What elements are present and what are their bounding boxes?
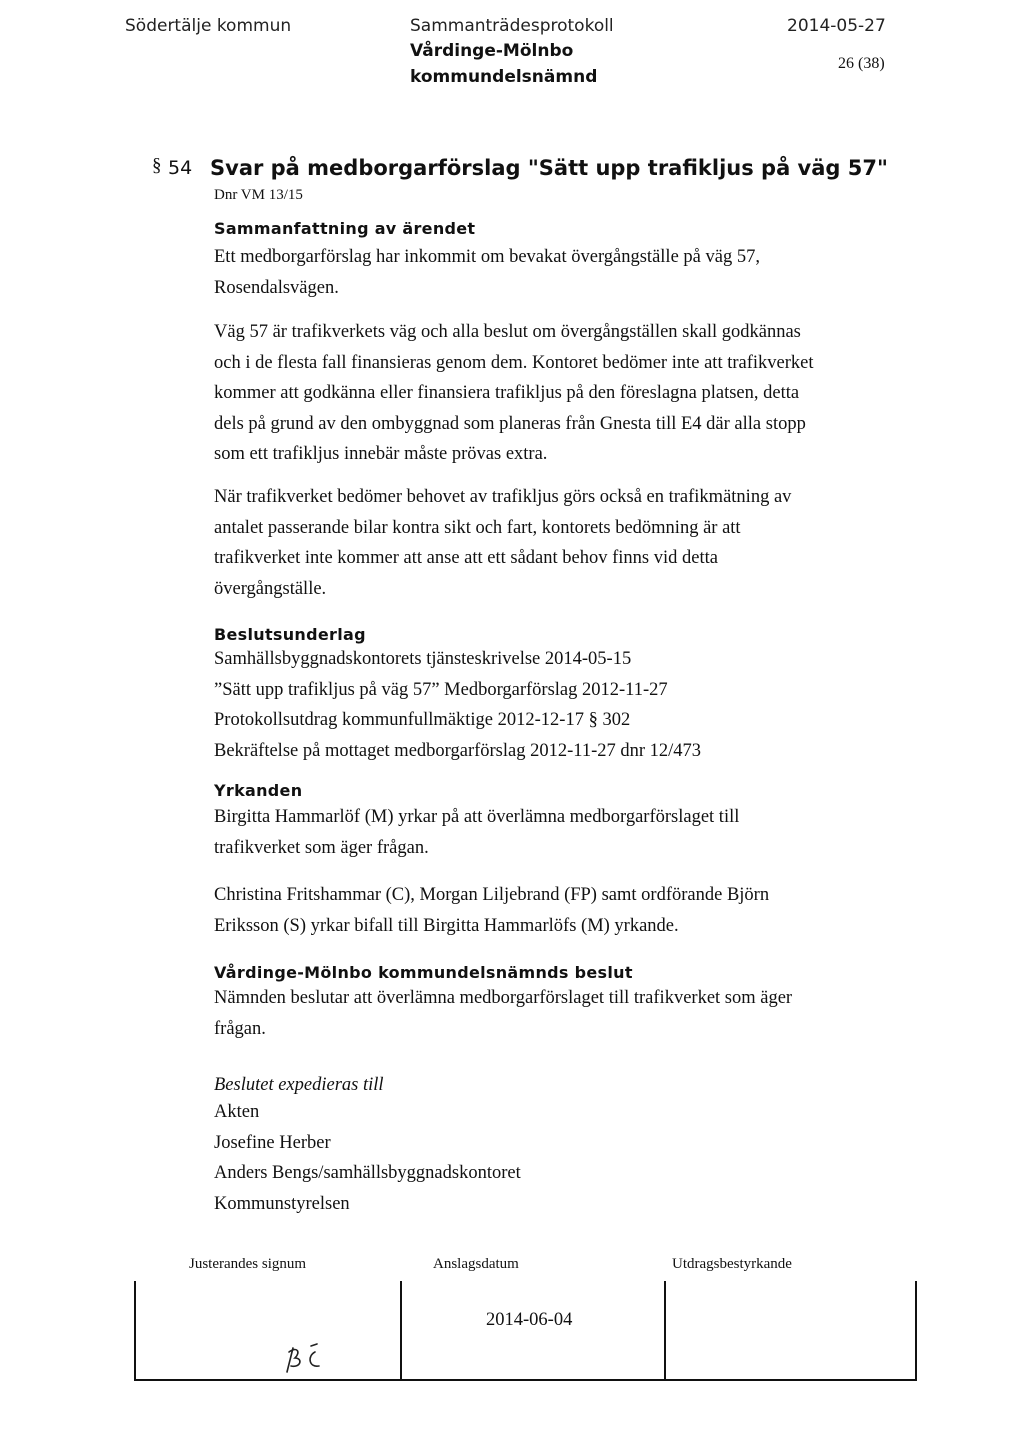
header-committee-line2: kommundelsnämnd	[410, 67, 598, 87]
distribution-item: Anders Bengs/samhällsbyggnadskontoret	[214, 1163, 521, 1184]
summary-paragraph-2	[214, 317, 814, 470]
header-doc-type: Sammanträdesprotokoll	[410, 16, 614, 36]
footer-label-signature: Justerandes signum	[189, 1256, 307, 1272]
text-line: frågan.	[214, 1018, 266, 1039]
text-line: antalet passerande bilar kontra sikt och fart, kontorets bedömning är att	[214, 517, 741, 538]
text-line: dels på grund av den ombyggnad som planeras från Gnesta till E4 där alla stopp	[214, 413, 806, 434]
text-line: och i de flesta fall finansieras genom dem. Kontoret bedömer inte att trafikverket	[214, 352, 814, 373]
decision-text	[214, 983, 792, 1044]
footer-label-posting-date: Anslagsdatum	[433, 1256, 519, 1272]
basis-item: Samhällsbyggnadskontorets tjänsteskrivelse 2014-05-15	[214, 649, 632, 669]
summary-paragraph-3	[214, 482, 791, 604]
distribution-item: Josefine Herber	[214, 1132, 331, 1153]
footer-table-bottom	[134, 1379, 917, 1381]
text-line: Nämnden beslutar att överlämna medborgarförslaget till trafikverket som äger	[214, 988, 793, 1008]
handwritten-signature	[275, 1340, 335, 1380]
distribution-item: Akten	[214, 1102, 260, 1122]
header-date: 2014-05-27	[787, 16, 886, 36]
basis-heading: Beslutsunderlag	[214, 625, 366, 644]
header-committee-line1: Vårdinge-Mölnbo	[410, 41, 574, 61]
section-symbol: §	[152, 155, 162, 176]
header-municipality: Södertälje kommun	[125, 16, 292, 36]
distribution-list	[214, 1097, 521, 1219]
text-line: När trafikverket bedömer behovet av trafikljus görs också en trafikmätning av	[214, 487, 792, 507]
text-line: Birgitta Hammarlöf (M) yrkar på att överlämna medborgarförslaget till	[214, 807, 740, 827]
basis-item: Protokollsutdrag kommunfullmäktige 2012-12-17 § 302	[214, 710, 631, 731]
text-line: Ett medborgarförslag har inkommit om bevakat övergångställe på väg 57,	[214, 247, 760, 267]
text-line: som ett trafikljus innebär måste prövas extra.	[214, 444, 548, 465]
motions-paragraph-1	[214, 802, 739, 863]
text-line: Rosendalsvägen.	[214, 277, 339, 298]
section-title: Svar på medborgarförslag "Sätt upp trafikljus på väg 57"	[210, 156, 888, 180]
motions-paragraph-2	[214, 880, 769, 941]
footer-table-border	[915, 1281, 917, 1380]
text-line: övergångställe.	[214, 578, 327, 599]
section-dnr: Dnr VM 13/15	[214, 187, 303, 203]
header-page-number: 26 (38)	[838, 55, 885, 72]
basis-list	[214, 644, 701, 766]
distribution-item: Kommunstyrelsen	[214, 1193, 350, 1214]
footer-table-border	[134, 1281, 136, 1380]
motions-heading: Yrkanden	[214, 781, 303, 800]
basis-item: Bekräftelse på mottaget medborgarförslag 2012-11-27 dnr 12/473	[214, 740, 702, 761]
decision-heading: Vårdinge-Mölnbo kommundelsnämnds beslut	[214, 963, 633, 982]
text-line: kommer att godkänna eller finansiera trafikljus på den föreslagna platsen, detta	[214, 383, 800, 404]
summary-paragraph-1	[214, 242, 760, 303]
basis-item: ”Sätt upp trafikljus på väg 57” Medborgarförslag 2012-11-27	[214, 679, 668, 700]
text-line: Eriksson (S) yrkar bifall till Birgitta Hammarlöfs (M) yrkande.	[214, 915, 679, 936]
section-number: 54	[168, 157, 193, 179]
footer-label-certification: Utdragsbestyrkande	[672, 1256, 792, 1272]
text-line: trafikverket inte kommer att anse att ett sådant behov finns vid detta	[214, 548, 718, 569]
footer-table-divider	[664, 1281, 666, 1380]
text-line: Christina Fritshammar (C), Morgan Liljebrand (FP) samt ordförande Björn	[214, 885, 770, 905]
distribution-heading: Beslutet expedieras till	[214, 1075, 384, 1095]
footer-table-divider	[400, 1281, 402, 1380]
text-line: Väg 57 är trafikverkets väg och alla beslut om övergångställen skall godkännas	[214, 322, 801, 342]
footer-posting-date: 2014-06-04	[486, 1310, 573, 1330]
text-line: trafikverket som äger frågan.	[214, 837, 429, 858]
summary-heading: Sammanfattning av ärendet	[214, 219, 476, 238]
